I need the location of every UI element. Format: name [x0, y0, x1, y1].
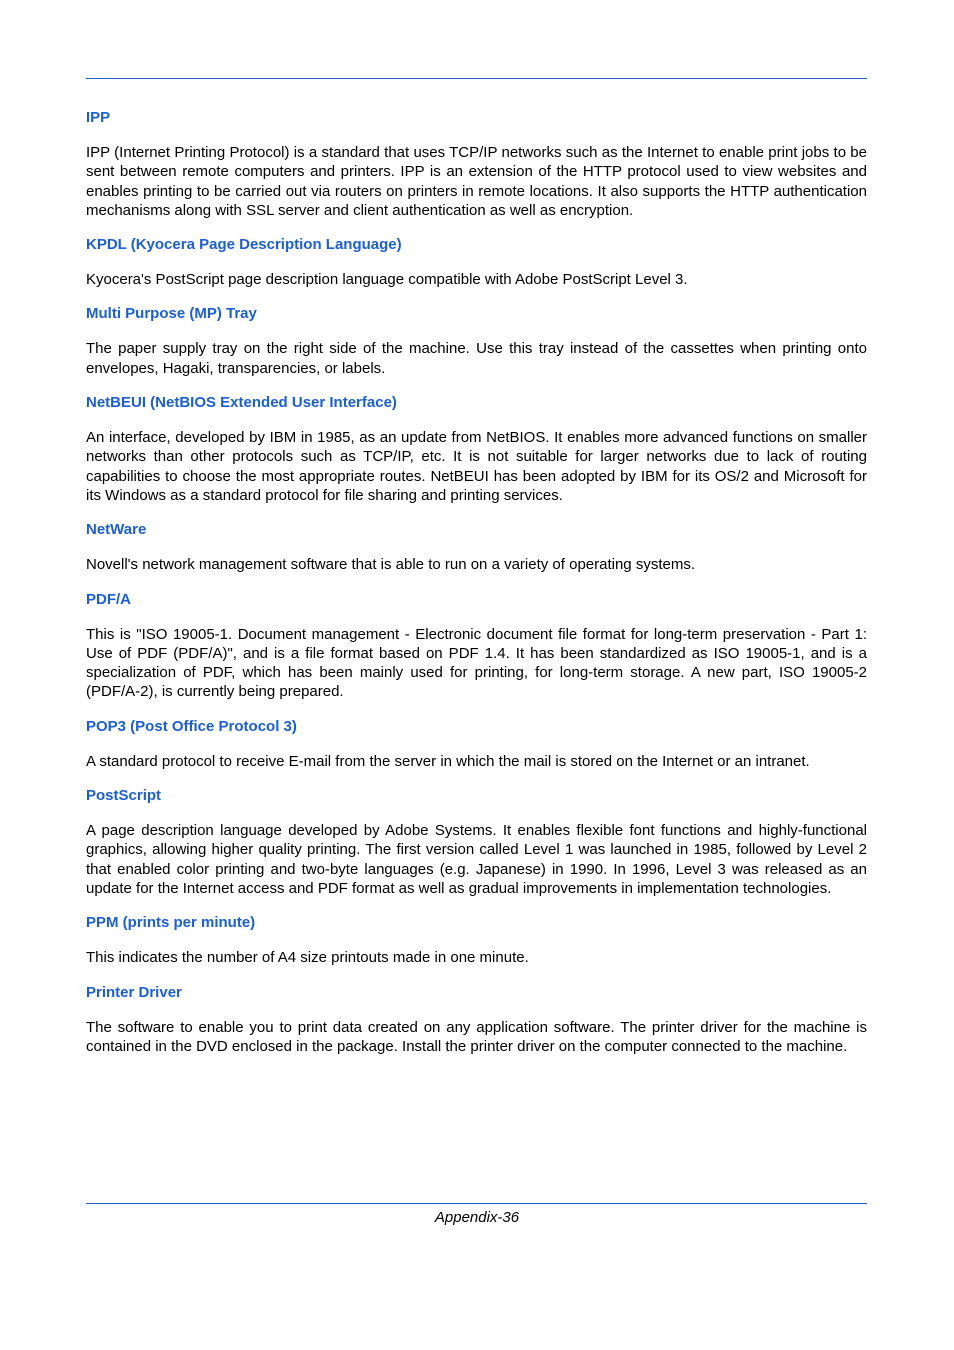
term-definition: Kyocera's PostScript page description language compatible with Adobe PostScript Level 3.: [86, 271, 688, 289]
glossary-entry-netbeui: [86, 393, 867, 505]
term-definition: This is "ISO 19005-1. Document management - Electronic document file format for long-term preservation - Part 1: Use of PDF (PDF/A)", and is a file format based on PDF 1.4. It has been standardized as ISO 19005-1, and is a specialization of PDF, which has been mainly used for printing, for long-term storage. A new part, ISO 19005-2 (PDF/A-2), is currently being prepared.: [86, 625, 867, 701]
term-definition: The software to enable you to print data created on any application software. The printer driver for the machine is contained in the DVD enclosed in the package. Install the printer driver on the computer connected to the machine.: [86, 1018, 867, 1055]
glossary-entry-mp-tray: [86, 304, 867, 378]
page-number: Appendix-36: [434, 1209, 520, 1226]
term-heading: POP3 (Post Office Protocol 3): [86, 717, 297, 735]
glossary-entry-pop3: [86, 717, 867, 771]
term-heading: Printer Driver: [86, 983, 182, 1001]
header-rule: [86, 78, 867, 79]
term-heading: NetBEUI (NetBIOS Extended User Interface): [86, 394, 397, 412]
term-definition: A page description language developed by Adobe Systems. It enables flexible font functions and highly-functional graphics, allowing higher quality printing. The first version called Level 1 was launched in 1985, followed by Level 2 that enabled color printing and two-byte languages (e.g. Japanese) in 1990. In 1996, Level 3 was released as an update for the Internet access and PDF format as well as gradual improvements in implementation technologies.: [86, 822, 867, 897]
glossary-entry-ipp: [86, 108, 867, 220]
glossary-entry-pdfa: [86, 590, 867, 702]
glossary-entry-printer-driver: [86, 983, 867, 1057]
glossary-entry-ppm: [86, 913, 867, 967]
term-heading: Multi Purpose (MP) Tray: [86, 305, 257, 323]
term-definition: A standard protocol to receive E-mail from the server in which the mail is stored on the Internet or an intranet.: [86, 752, 810, 770]
term-heading: PostScript: [86, 787, 162, 805]
term-heading: KPDL (Kyocera Page Description Language): [86, 236, 402, 254]
term-definition: An interface, developed by IBM in 1985, as an update from NetBIOS. It enables more advanced functions on smaller networks than other protocols such as TCP/IP, etc. It is not suitable for larger networks due to lack of routing capabilities to choose the most appropriate routes. NetBEUI has been adopted by IBM for its OS/2 and Microsoft for its Windows as a standard protocol for file sharing and printing services.: [86, 429, 867, 504]
term-heading: PPM (prints per minute): [86, 914, 256, 932]
term-definition: Novell's network management software that is able to run on a variety of operating systems.: [86, 556, 695, 574]
term-heading: PDF/A: [86, 590, 131, 608]
footer-rule: [86, 1203, 867, 1204]
glossary-list: [86, 108, 867, 1071]
term-heading: IPP: [86, 109, 111, 126]
term-definition: This indicates the number of A4 size printouts made in one minute.: [86, 949, 529, 967]
glossary-entry-kpdl: [86, 235, 867, 289]
term-definition: IPP (Internet Printing Protocol) is a standard that uses TCP/IP networks such as the Internet to enable print jobs to be sent between remote computers and printers. IPP is an extension of the HTTP protocol used to view websites and enables printing to be carried out via routers on printers in remote locations. It also supports the HTTP authentication mechanisms along with SSL server and client authentication as well as encryption.: [86, 144, 867, 219]
glossary-entry-netware: [86, 520, 867, 574]
glossary-entry-postscript: [86, 786, 867, 898]
term-heading: NetWare: [86, 521, 147, 539]
term-definition: The paper supply tray on the right side of the machine. Use this tray instead of the cassettes when printing onto envelopes, Hagaki, transparencies, or labels.: [86, 340, 867, 377]
